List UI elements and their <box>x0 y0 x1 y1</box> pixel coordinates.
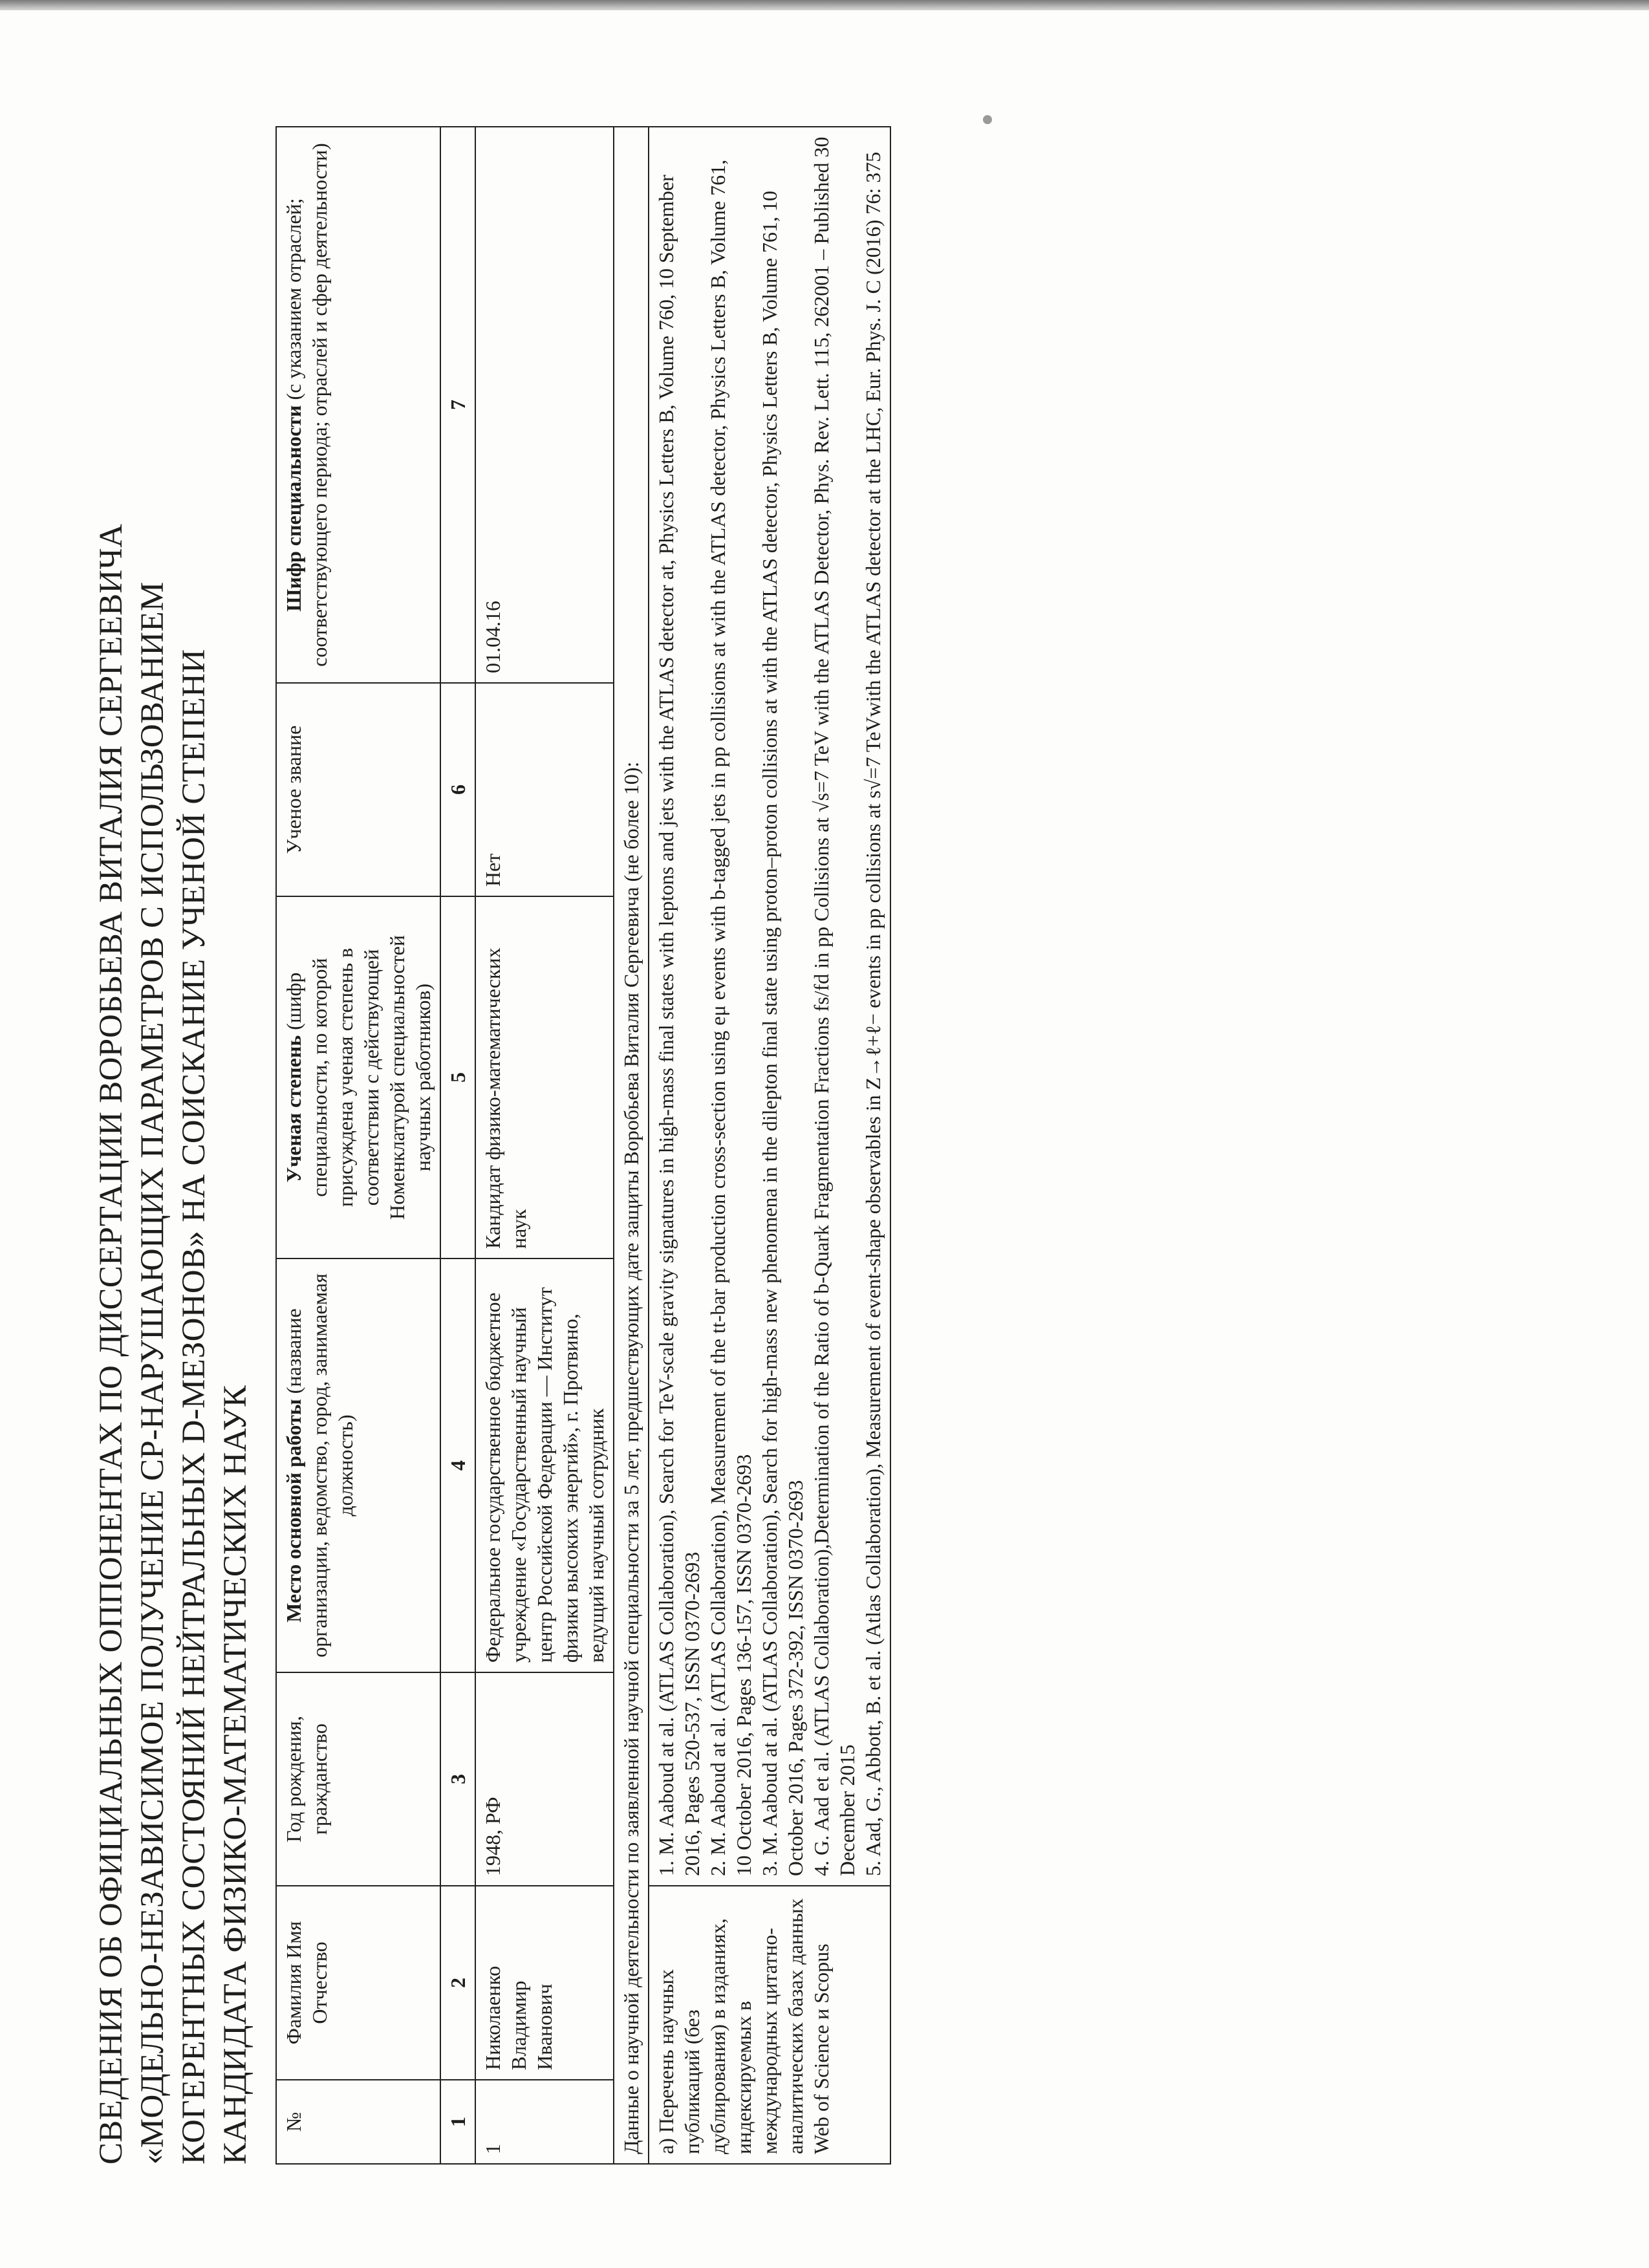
note-row <box>614 127 649 2164</box>
title-line-1: СВЕДЕНИЯ ОБ ОФИЦИАЛЬНЫХ ОППОНЕНТАХ ПО ДИССЕРТАЦИИ ВОРОБЬЕВА ВИТАЛИЯ СЕРГЕЕВИЧА <box>93 523 129 2165</box>
title-line-2: «МОДЕЛЬНО-НЕЗАВИСИМОЕ ПОЛУЧЕНИЕ CP-НАРУШАЮЩИХ ПАРАМЕТРОВ С ИСПОЛЬЗОВАНИЕМ <box>135 581 171 2165</box>
cell-degree: Кандидат физико-математических наук <box>475 896 614 1258</box>
header-degree <box>276 896 440 1258</box>
publications-label: а) Перечень научных публикаций (без дублирования) в изданиях, индексируемых в международных цитатно- аналитических базах данных Web of Science и Scopus <box>649 1886 890 2164</box>
header-workplace-bold: Место основной работы <box>282 1399 305 1623</box>
opponents-table <box>275 126 891 2165</box>
col-num-3: 3 <box>440 1672 475 1886</box>
col-num-5: 5 <box>440 896 475 1258</box>
cell-workplace: Федеральное государственное бюджетное учреждение «Государственный научный центр Российской Федерации — Институт физики высоких энергий», г. Протвино, ведущий научный сотрудник <box>475 1258 614 1672</box>
header-workplace-rest: (название организации, ведомство, город, занимаемая должность) <box>282 1273 357 1658</box>
header-rank: Ученое звание <box>276 683 440 896</box>
title-line-4: КАНДИДАТА ФИЗИКО-МАТЕМАТИЧЕСКИХ НАУК <box>217 1385 253 2165</box>
publication-item: 3. M. Aaboud at al. (ATLAS Collaboration), Search for high-mass new phenomena in the dilepton final state using proton–proton collisions at with the ATLAS detector, Physics Letters B, Volume 761, 10 October 2016, Pages 372-392, ISSN 0370-2693 <box>758 190 807 1876</box>
header-degree-rest: (шифр специальности, по которой присуждена ученая степень в соответствии с действующей Номенклатурой специальностей научных работников) <box>282 935 435 1220</box>
cell-full-name: Николаенко Владимир Иванович <box>475 1886 614 2080</box>
column-number-row <box>440 127 475 2164</box>
cell-specialty-code: 01.04.16 <box>475 127 614 683</box>
publications-list <box>649 127 890 1886</box>
publications-row <box>649 127 890 2164</box>
header-specialty-bold: Шифр специальности <box>282 405 305 612</box>
cell-birth-citizenship: 1948, РФ <box>475 1672 614 1886</box>
header-specialty-code <box>276 127 440 683</box>
cell-rank: Нет <box>475 683 614 896</box>
scan-speck <box>983 115 992 124</box>
col-num-1: 1 <box>440 2080 475 2164</box>
publication-item: 5. Aad, G., Abbott, B. et al. (Atlas Collaboration), Measurement of event-shape observables in Z→ℓ+ℓ− events in pp collisions at s√=7 TeVwith the ATLAS detector at the LHC, Eur. Phys. J. C (2016) 76: 375 <box>861 151 885 1876</box>
header-workplace <box>276 1258 440 1672</box>
document-content <box>91 56 891 2165</box>
header-degree-bold: Ученая степень <box>282 1035 305 1183</box>
header-row <box>276 127 440 2164</box>
publication-item: 1. M. Aaboud at al. (ATLAS Collaboration), Search for TeV-scale gravity signatures in high-mass final states with leptons and jets with the ATLAS detector at, Physics Letters B, Volume 760, 10 September 2016, Pages 520-537, ISSN 0370-2693 <box>654 175 704 1876</box>
table-row <box>475 127 614 2164</box>
header-full-name: Фамилия Имя Отчество <box>276 1886 440 2080</box>
document-title <box>91 56 256 2165</box>
cell-number: 1 <box>475 2080 614 2164</box>
col-num-7: 7 <box>440 127 475 683</box>
col-num-4: 4 <box>440 1258 475 1672</box>
col-num-2: 2 <box>440 1886 475 2080</box>
col-num-6: 6 <box>440 683 475 896</box>
title-line-3: КОГЕРЕНТНЫХ СОСТОЯНИЙ НЕЙТРАЛЬНЫХ D-МЕЗОНОВ» НА СОИСКАНИЕ УЧЕНОЙ СТЕПЕНИ <box>176 649 212 2165</box>
publication-item: 2. M. Aaboud at al. (ATLAS Collaboration), Measurement of the tt-bar production cross-section using eμ events with b-tagged jets in pp collisions at with the ATLAS detector, Physics Letters B, Volume 761, 10 October 2016, Pages 136-157, ISSN 0370-2693 <box>706 159 755 1876</box>
publication-item: 4. G. Aad et al. (ATLAS Collaboration),Determination of the Ratio of b-Quark Fragmentation Fractions fs/fd in pp Collisions at √s=7 TeV with the ATLAS Detector, Phys. Rev. Lett. 115, 262001 – Published 30 December 2015 <box>810 136 859 1876</box>
header-birth-citizenship: Год рождения, гражданство <box>276 1672 440 1886</box>
header-number: № <box>276 2080 440 2164</box>
header-specialty-rest: (с указанием отраслей; соответствующего периода; отраслей и сфер деятельности) <box>282 143 331 667</box>
activity-note: Данные о научной деятельности по заявленной научной специальности за 5 лет, предшествующих дате защиты Воробьева Виталия Сергеевича (не более 10): <box>614 127 649 2164</box>
